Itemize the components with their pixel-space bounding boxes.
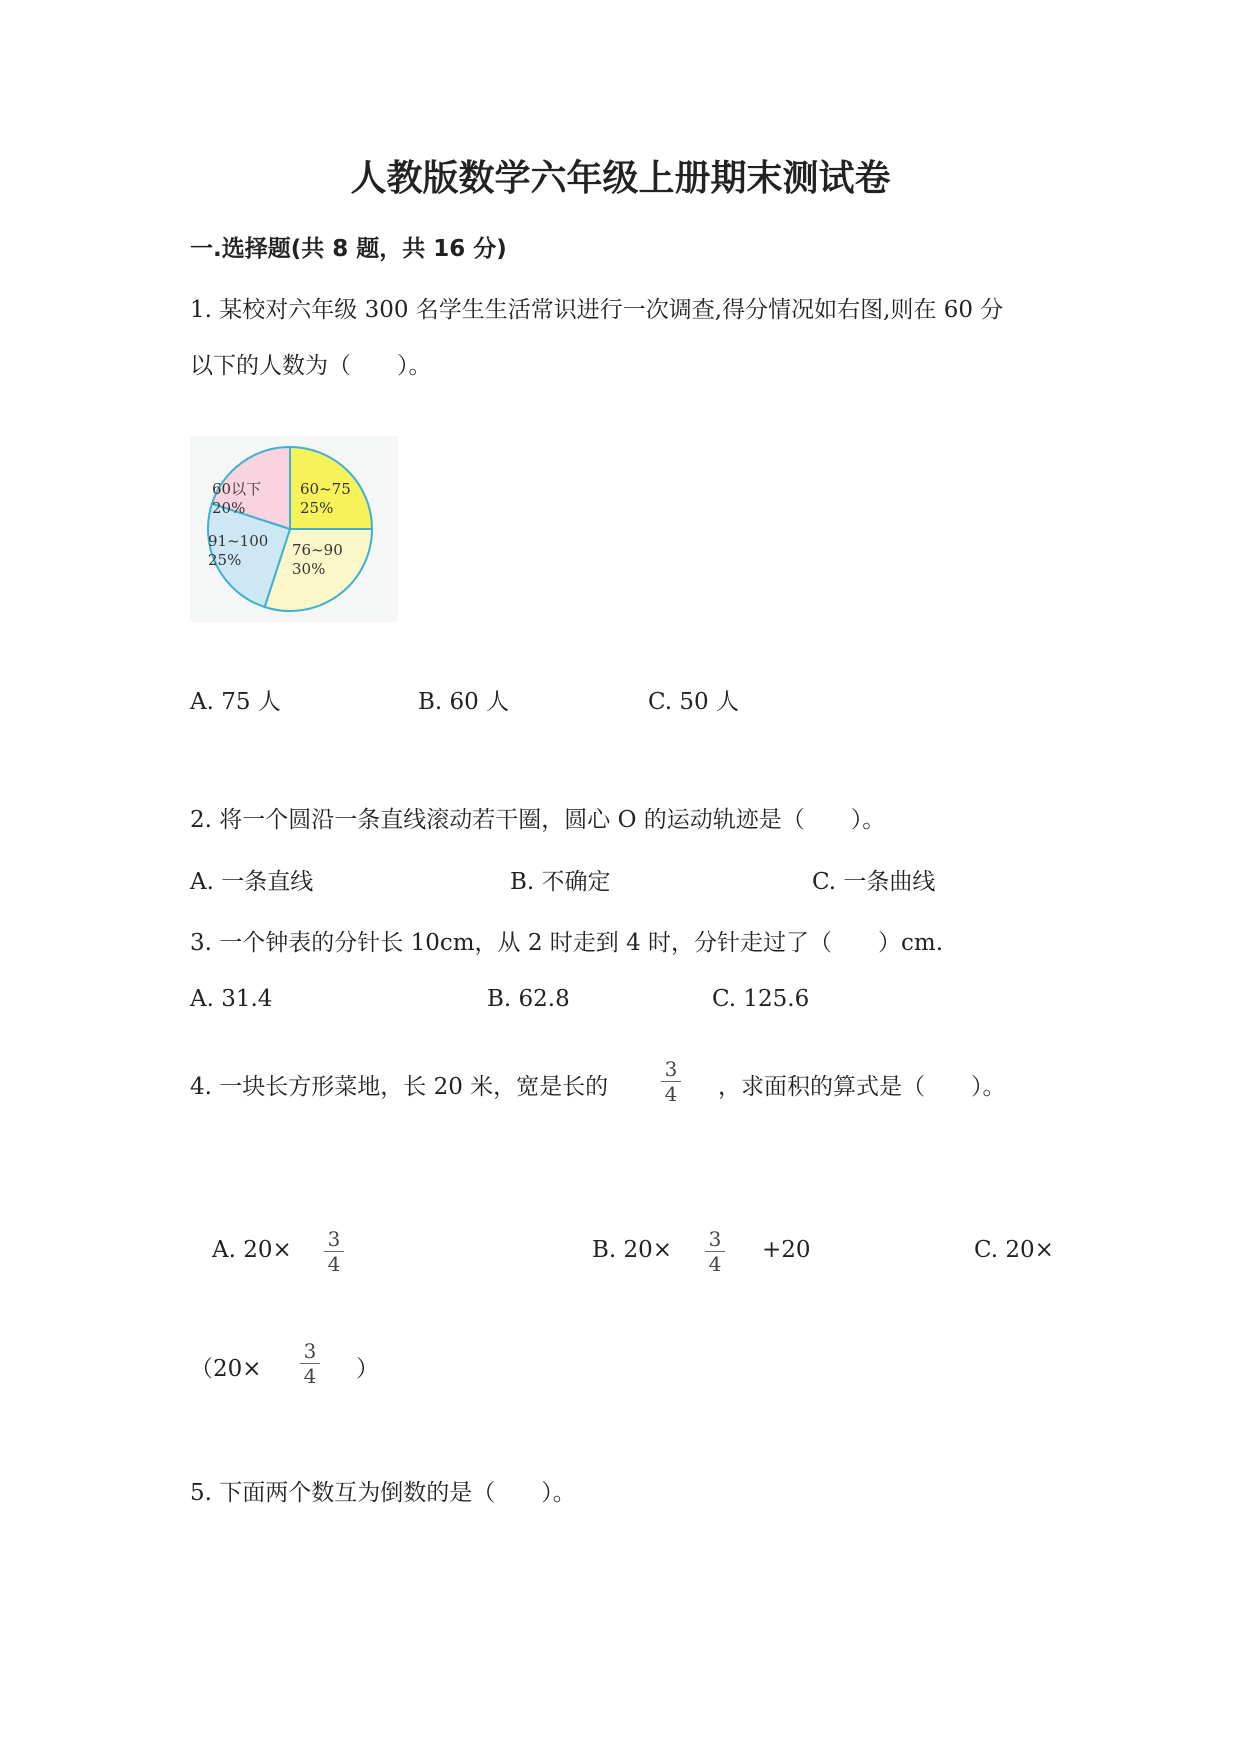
pie-slice-percent: 20% [212, 499, 246, 517]
section-heading: 一.选择题(共 8 题，共 16 分) [190, 236, 507, 262]
question-2-option-a: A. 一条直线 [190, 869, 314, 895]
question-2-text: 2. 将一个圆沿一条直线滚动若干圈，圆心 O 的运动轨迹是（ ）。 [190, 807, 886, 833]
fraction-numerator: 3 [303, 1339, 317, 1363]
question-1-option-a: A. 75 人 [190, 689, 281, 715]
pie-slice-label: 60~75 [300, 480, 351, 498]
question-4-option-c-close: ） [356, 1356, 379, 1382]
question-4-text-before: 4. 一块长方形菜地，长 20 米，宽是长的 [190, 1074, 609, 1100]
question-2-option-b: B. 不确定 [510, 869, 611, 895]
question-3-option-c: C. 125.6 [712, 986, 810, 1012]
option-b-fraction [703, 1228, 727, 1275]
fraction-denominator: 4 [303, 1364, 317, 1388]
question-4-option-b-suffix: +20 [762, 1237, 811, 1263]
fraction-denominator: 4 [708, 1252, 722, 1276]
question-2-option-c: C. 一条曲线 [812, 869, 936, 895]
fraction-numerator: 3 [664, 1057, 678, 1081]
question-4-option-b: B. 20× [592, 1237, 673, 1263]
pie-slice-percent: 25% [300, 499, 334, 517]
question-4-option-c-line-2: （20× [190, 1356, 262, 1382]
option-a-fraction [322, 1228, 346, 1275]
question-1-option-c: C. 50 人 [648, 689, 739, 715]
question-4-text-after: ，求面积的算式是（ ）。 [718, 1074, 1006, 1100]
question-3-text: 3. 一个钟表的分针长 10cm，从 2 时走到 4 时，分针走过了（ ）cm. [190, 930, 944, 956]
pie-chart [190, 436, 398, 622]
question-1-line-1: 1. 某校对六年级 300 名学生生活常识进行一次调查,得分情况如右图,则在 60 分 [190, 297, 1004, 323]
question-4-option-a: A. 20× [212, 1237, 292, 1263]
pie-slice-label: 76~90 [292, 541, 343, 559]
fraction-denominator: 4 [664, 1082, 678, 1106]
page-title: 人教版数学六年级上册期末测试卷 [350, 158, 891, 199]
question-3-option-b: B. 62.8 [487, 986, 570, 1012]
fraction-denominator: 4 [327, 1252, 341, 1276]
pie-chart-svg [190, 436, 398, 622]
pie-slice-percent: 30% [292, 560, 326, 578]
option-c-fraction [298, 1340, 322, 1387]
question-1-option-b: B. 60 人 [418, 689, 510, 715]
question-5-text: 5. 下面两个数互为倒数的是（ ）。 [190, 1480, 576, 1506]
pie-slice-label: 91~100 [208, 532, 269, 550]
question-4-option-c: C. 20× [974, 1237, 1054, 1263]
question-3-option-a: A. 31.4 [190, 986, 273, 1012]
question-1-line-2: 以下的人数为（ ）。 [190, 353, 432, 379]
pie-slice-label: 60以下 [212, 480, 262, 498]
pie-slice-percent: 25% [208, 551, 242, 569]
fraction-numerator: 3 [708, 1227, 722, 1251]
fraction-three-quarters [659, 1058, 683, 1105]
fraction-numerator: 3 [327, 1227, 341, 1251]
